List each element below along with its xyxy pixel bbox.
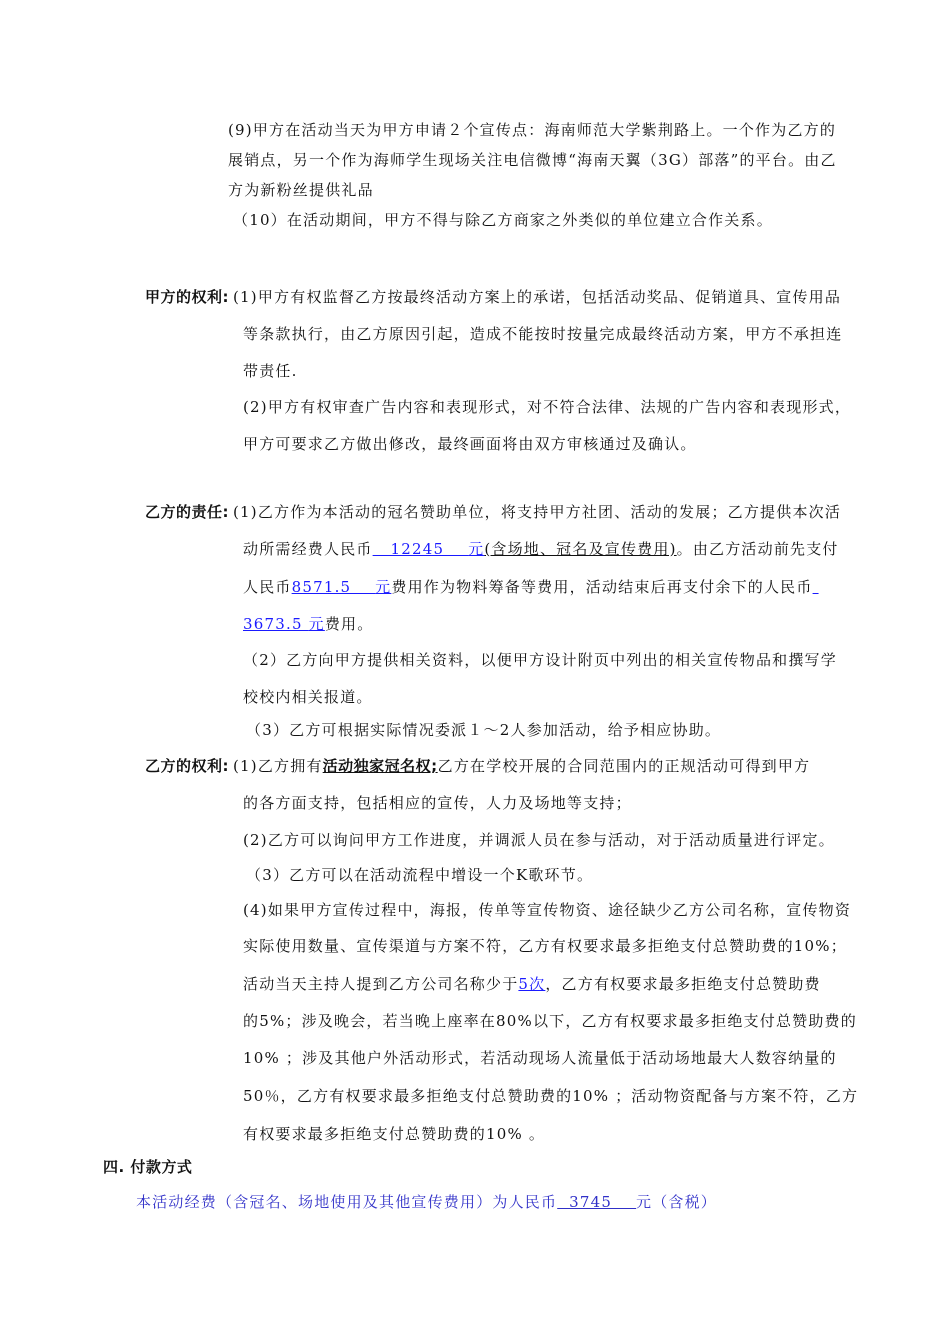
text-line: 等条款执行，由乙方原因引起，造成不能按时按量完成最终活动方案，甲方不承担连 [243,325,843,343]
text: 活动当天主持人提到乙方公司名称少于 [243,975,519,993]
text: 。由乙方活动前先支付 [676,540,839,558]
mention-count: 5次 [518,975,546,993]
text-line [136,1192,717,1212]
text-line: 展销点，另一个作为海师学生现场关注电信微博“海南天翼（3G）部落”的平台。由乙 [228,151,837,169]
text: ，乙方有权要求最多拒绝支付总赞助费 [545,975,821,993]
exclusive-naming-right: 活动独家冠名权; [322,757,438,775]
payment-heading: 四. 付款方式 [103,1158,193,1176]
text-line: (1)乙方作为本活动的冠名赞助单位，将支持甲方社团、活动的发展；乙方提供本次活 [233,503,842,521]
text: 本活动经费（含冠名、场地使用及其他宣传费用）为人民币 [136,1193,558,1211]
text-line: 有权要求最多拒绝支付总赞助费的10% 。 [243,1125,546,1143]
text-line: (9)甲方在活动当天为甲方申请２个宣传点：海南师范大学紫荆路上。一个作为乙方的 [228,121,837,139]
fee-scope: (含场地、冠名及宣传费用) [484,540,677,558]
text-line: 校校内相关报道。 [243,688,373,706]
remaining-amount: 3673.5 [243,615,309,633]
text: (1)乙方拥有 [233,757,323,775]
text-line: (2)甲方有权审查广告内容和表现形式，对不符合法律、法规的广告内容和表现形式， [243,398,852,416]
payment-amount: 3745 [557,1193,636,1211]
text: 人民币 [243,578,292,596]
text-line: 甲方可要求乙方做出修改，最终画面将由双方审核通过及确认。 [243,435,697,453]
text-line: (2)乙方可以询问甲方工作进度，并调派人员在参与活动，对于活动质量进行评定。 [243,831,835,849]
text-line: （3）乙方可根据实际情况委派１～2人参加活动，给予相应协助。 [246,721,722,739]
text-line: 的5%；涉及晚会，若当晚上座率在80%以下，乙方有权要求最多拒绝支付总赞助费的 [243,1012,857,1030]
text: 费用作为物料筹备等费用，活动结束后再支付余下的人民币 [391,578,813,596]
party-b-duties-label: 乙方的责任: [145,503,229,521]
text-line [233,756,810,776]
text-line: （2）乙方向甲方提供相关资料，以便甲方设计附页中列出的相关宣传物品和撰写学 [243,651,837,669]
text: 元（含税） [636,1193,718,1211]
text: 动所需经费人民币 [243,540,373,558]
total-amount: 12245 [372,540,469,558]
text-line: 50％，乙方有权要求最多拒绝支付总赞助费的10% ；活动物资配备与方案不符，乙方 [243,1087,859,1105]
text-line [243,539,839,559]
party-b-rights-label: 乙方的权利: [145,757,229,775]
currency-unit: 元 [375,578,392,596]
text-line: 方为新粉丝提供礼品 [228,181,374,199]
currency-unit: 元 [308,615,325,633]
text: 乙方在学校开展的合同范围内的正规活动可得到甲方 [437,757,811,775]
text-line: 的各方面支持，包括相应的宣传，人力及场地等支持； [243,794,632,812]
party-a-duty-10: （10）在活动期间，甲方不得与除乙方商家之外类似的单位建立合作关系。 [233,211,773,229]
text-line: （3）乙方可以在活动流程中增设一个K歌环节。 [246,866,594,884]
text-line [243,614,373,634]
text-line: 带责任. [243,362,298,380]
text-line: 实际使用数量、宣传渠道与方案不符，乙方有权要求最多拒绝支付总赞助费的10%； [243,937,847,955]
prepay-amount: 8571.5 [291,578,376,596]
currency-unit: 元 [468,540,485,558]
text-line: (4)如果甲方宣传过程中，海报，传单等宣传物资、途径缺少乙方公司名称，宣传物资 [243,901,852,919]
party-a-rights-label: 甲方的权利: [145,288,229,306]
text-line: 10% ；涉及其他户外活动形式，若活动现场人流量低于活动场地最大人数容纳量的 [243,1049,837,1067]
text-line [243,974,821,994]
text-line: (1)甲方有权监督乙方按最终活动方案上的承诺，包括活动奖品、促销道具、宣传用品 [233,288,842,306]
text-line [243,577,819,597]
text: 费用。 [324,615,374,633]
